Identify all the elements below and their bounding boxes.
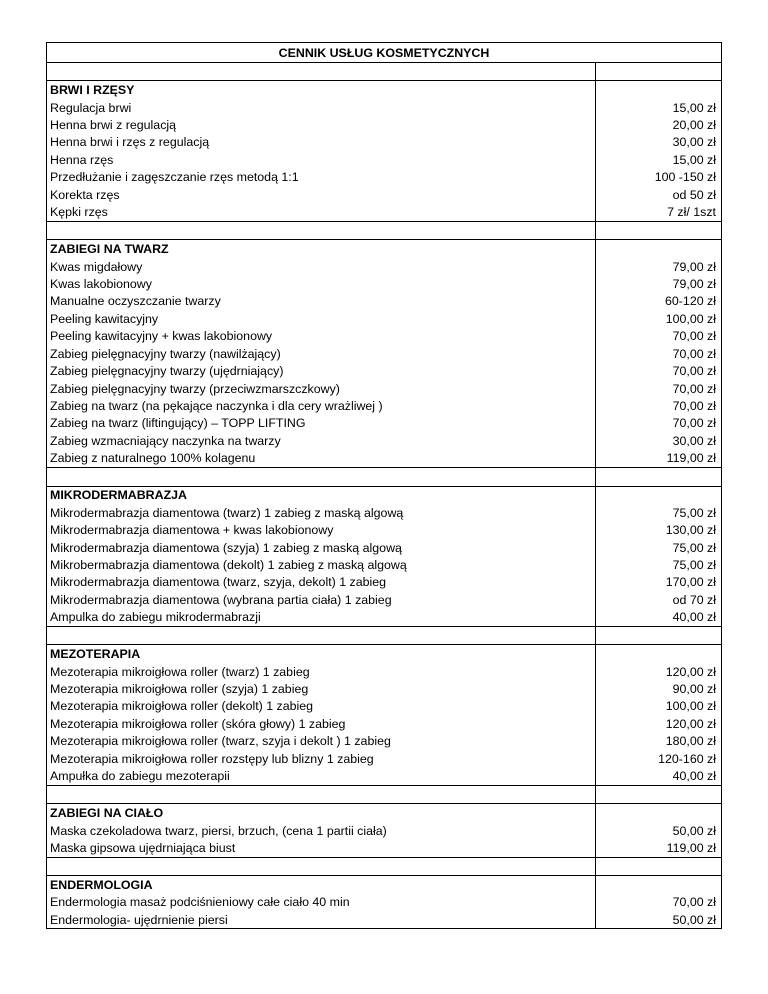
service-price: 70,00 zł — [596, 894, 722, 911]
table-row — [47, 556, 722, 573]
spacer-cell-price — [596, 627, 722, 645]
spacer-cell-price — [596, 63, 722, 81]
section-heading-price-cell — [596, 645, 722, 663]
service-price: 40,00 zł — [596, 768, 722, 786]
table-row — [47, 609, 722, 627]
table-row — [47, 574, 722, 591]
service-name: Mezoterapia mikroigłowa roller (twarz, szyja i dekolt ) 1 zabieg — [47, 733, 596, 750]
service-price: 20,00 zł — [596, 116, 722, 133]
service-name: Manualne oczyszczanie twarzy — [47, 293, 596, 310]
spacer-cell-label — [47, 221, 596, 239]
spacer-cell-label — [47, 785, 596, 803]
service-price: 170,00 zł — [596, 574, 722, 591]
section-3 — [47, 645, 722, 786]
table-row — [47, 415, 722, 432]
section-heading: MIKRODERMABRAZJA — [47, 486, 596, 504]
service-price: 70,00 zł — [596, 362, 722, 379]
table-row — [47, 539, 722, 556]
spacer-block — [47, 627, 722, 645]
service-name: Endermologia- ujędrnienie piersi — [47, 911, 596, 929]
price-list-table — [46, 42, 722, 929]
service-price: 60-120 zł — [596, 293, 722, 310]
service-name: Kępki rzęs — [47, 204, 596, 222]
service-price: 100,00 zł — [596, 698, 722, 715]
section-5 — [47, 876, 722, 929]
service-name: Zabieg pielęgnacyjny twarzy (ujędrniający) — [47, 362, 596, 379]
service-name: Mezoterapia mikroigłowa roller (skóra głowy) 1 zabieg — [47, 715, 596, 732]
section-heading-price-cell — [596, 240, 722, 258]
service-name: Korekta rzęs — [47, 186, 596, 203]
table-row — [47, 99, 722, 116]
service-price: 75,00 zł — [596, 539, 722, 556]
service-price: 120,00 zł — [596, 715, 722, 732]
section-4 — [47, 804, 722, 857]
table-row — [47, 116, 722, 133]
spacer-row — [47, 785, 722, 803]
spacer-block — [47, 857, 722, 875]
spacer-cell-label — [47, 468, 596, 486]
page-title: CENNIK USŁUG KOSMETYCZNYCH — [47, 43, 722, 63]
table-row — [47, 839, 722, 857]
spacer-row — [47, 627, 722, 645]
service-name: Ampulka do zabiegu mikrodermabrazji — [47, 609, 596, 627]
table-row — [47, 822, 722, 839]
service-price: 40,00 zł — [596, 609, 722, 627]
section-heading-price-cell — [596, 486, 722, 504]
table-row — [47, 151, 722, 168]
service-price: 180,00 zł — [596, 733, 722, 750]
service-name: Zabieg wzmacniający naczynka na twarzy — [47, 432, 596, 449]
table-row — [47, 680, 722, 697]
spacer-cell-price — [596, 857, 722, 875]
section-header-row — [47, 876, 722, 894]
table-row — [47, 397, 722, 414]
service-price: 119,00 zł — [596, 450, 722, 468]
service-price: 70,00 zł — [596, 328, 722, 345]
table-row — [47, 698, 722, 715]
spacer-row — [47, 468, 722, 486]
service-name: Endermologia masaż podciśnieniowy całe ciało 40 min — [47, 894, 596, 911]
table-row — [47, 169, 722, 186]
service-price: 30,00 zł — [596, 432, 722, 449]
table-row — [47, 733, 722, 750]
table-row — [47, 768, 722, 786]
table-row — [47, 293, 722, 310]
table-row — [47, 380, 722, 397]
section-header-row — [47, 240, 722, 258]
section-1 — [47, 240, 722, 468]
spacer-row — [47, 857, 722, 875]
service-name: Zabieg na twarz (na pękające naczynka i dla cery wrażliwej ) — [47, 397, 596, 414]
service-name: Peeling kawitacyjny + kwas lakobionowy — [47, 328, 596, 345]
service-price: od 50 zł — [596, 186, 722, 203]
spacer-block — [47, 785, 722, 803]
section-0 — [47, 81, 722, 222]
service-price: 30,00 zł — [596, 134, 722, 151]
service-name: Mikrodermabrazja diamentowa (twarz, szyja, dekolt) 1 zabieg — [47, 574, 596, 591]
service-price: 75,00 zł — [596, 504, 722, 521]
section-heading: BRWI I RZĘSY — [47, 81, 596, 99]
service-name: Maska gipsowa ujędrniająca biust — [47, 839, 596, 857]
spacer-row — [47, 63, 722, 81]
table-row — [47, 204, 722, 222]
spacer-cell-price — [596, 785, 722, 803]
spacer-cell-label — [47, 627, 596, 645]
service-price: 15,00 zł — [596, 99, 722, 116]
service-name: Mezoterapia mikroigłowa roller (twarz) 1 zabieg — [47, 663, 596, 680]
service-name: Henna brwi z regulacją — [47, 116, 596, 133]
section-heading-price-cell — [596, 81, 722, 99]
service-price: 70,00 zł — [596, 397, 722, 414]
service-price: 15,00 zł — [596, 151, 722, 168]
service-price: 120,00 zł — [596, 663, 722, 680]
spacer-cell-label — [47, 63, 596, 81]
table-row — [47, 432, 722, 449]
spacer-row — [47, 221, 722, 239]
service-price: 90,00 zł — [596, 680, 722, 697]
service-name: Kwas lakobionowy — [47, 275, 596, 292]
service-name: Przedłużanie i zagęszczanie rzęs metodą 1:1 — [47, 169, 596, 186]
service-name: Ampułka do zabiegu mezoterapii — [47, 768, 596, 786]
service-price: 70,00 zł — [596, 345, 722, 362]
spacer-block — [47, 63, 722, 81]
table-row — [47, 750, 722, 767]
section-heading: ZABIEGI NA TWARZ — [47, 240, 596, 258]
service-name: Regulacja brwi — [47, 99, 596, 116]
spacer-block — [47, 468, 722, 486]
service-name: Mikrodermabrazja diamentowa (szyja) 1 zabieg z maską algową — [47, 539, 596, 556]
service-price: od 70 zł — [596, 591, 722, 608]
section-header-row — [47, 81, 722, 99]
section-header-row — [47, 804, 722, 822]
service-name: Henna brwi i rzęs z regulacją — [47, 134, 596, 151]
table-row — [47, 521, 722, 538]
service-name: Mikrobermabrazja diamentowa (dekolt) 1 zabieg z maską algową — [47, 556, 596, 573]
service-name: Zabieg pielęgnacyjny twarzy (przeciwzmarszczkowy) — [47, 380, 596, 397]
section-heading: MEZOTERAPIA — [47, 645, 596, 663]
service-price: 100 -150 zł — [596, 169, 722, 186]
title-block — [47, 43, 722, 63]
table-row — [47, 715, 722, 732]
table-row — [47, 362, 722, 379]
table-row — [47, 345, 722, 362]
table-row — [47, 504, 722, 521]
table-row — [47, 186, 722, 203]
service-name: Zabieg z naturalnego 100% kolagenu — [47, 450, 596, 468]
section-2 — [47, 486, 722, 627]
section-header-row — [47, 486, 722, 504]
table-row — [47, 894, 722, 911]
service-name: Mezoterapia mikroigłowa roller (szyja) 1 zabieg — [47, 680, 596, 697]
service-price: 79,00 zł — [596, 275, 722, 292]
service-name: Zabieg na twarz (liftingujący) – TOPP LIFTING — [47, 415, 596, 432]
table-row — [47, 450, 722, 468]
service-price: 79,00 zł — [596, 258, 722, 275]
service-price: 119,00 zł — [596, 839, 722, 857]
spacer-cell-price — [596, 468, 722, 486]
service-name: Mikrodermabrazja diamentowa (twarz) 1 zabieg z maską algową — [47, 504, 596, 521]
section-heading-price-cell — [596, 804, 722, 822]
service-name: Kwas migdałowy — [47, 258, 596, 275]
section-heading: ENDERMOLOGIA — [47, 876, 596, 894]
service-name: Henna rzęs — [47, 151, 596, 168]
spacer-cell-price — [596, 221, 722, 239]
table-row — [47, 258, 722, 275]
section-heading: ZABIEGI NA CIAŁO — [47, 804, 596, 822]
section-heading-price-cell — [596, 876, 722, 894]
spacer-block — [47, 221, 722, 239]
service-price: 50,00 zł — [596, 822, 722, 839]
service-name: Mezoterapia mikroigłowa roller rozstępy lub blizny 1 zabieg — [47, 750, 596, 767]
table-row — [47, 310, 722, 327]
title-row — [47, 43, 722, 63]
section-header-row — [47, 645, 722, 663]
table-row — [47, 275, 722, 292]
service-price: 70,00 zł — [596, 380, 722, 397]
service-price: 70,00 zł — [596, 415, 722, 432]
table-row — [47, 591, 722, 608]
service-price: 130,00 zł — [596, 521, 722, 538]
service-name: Maska czekoladowa twarz, piersi, brzuch, (cena 1 partii ciała) — [47, 822, 596, 839]
service-price: 100,00 zł — [596, 310, 722, 327]
service-name: Mikrodermabrazja diamentowa (wybrana partia ciała) 1 zabieg — [47, 591, 596, 608]
service-price: 120-160 zł — [596, 750, 722, 767]
service-price: 50,00 zł — [596, 911, 722, 929]
service-name: Zabieg pielęgnacyjny twarzy (nawilżający) — [47, 345, 596, 362]
table-row — [47, 134, 722, 151]
service-price: 75,00 zł — [596, 556, 722, 573]
service-price: 7 zł/ 1szt — [596, 204, 722, 222]
service-name: Peeling kawitacyjny — [47, 310, 596, 327]
service-name: Mikrodermabrazja diamentowa + kwas lakobionowy — [47, 521, 596, 538]
table-row — [47, 911, 722, 929]
service-name: Mezoterapia mikroigłowa roller (dekolt) 1 zabieg — [47, 698, 596, 715]
spacer-cell-label — [47, 857, 596, 875]
table-row — [47, 328, 722, 345]
table-row — [47, 663, 722, 680]
